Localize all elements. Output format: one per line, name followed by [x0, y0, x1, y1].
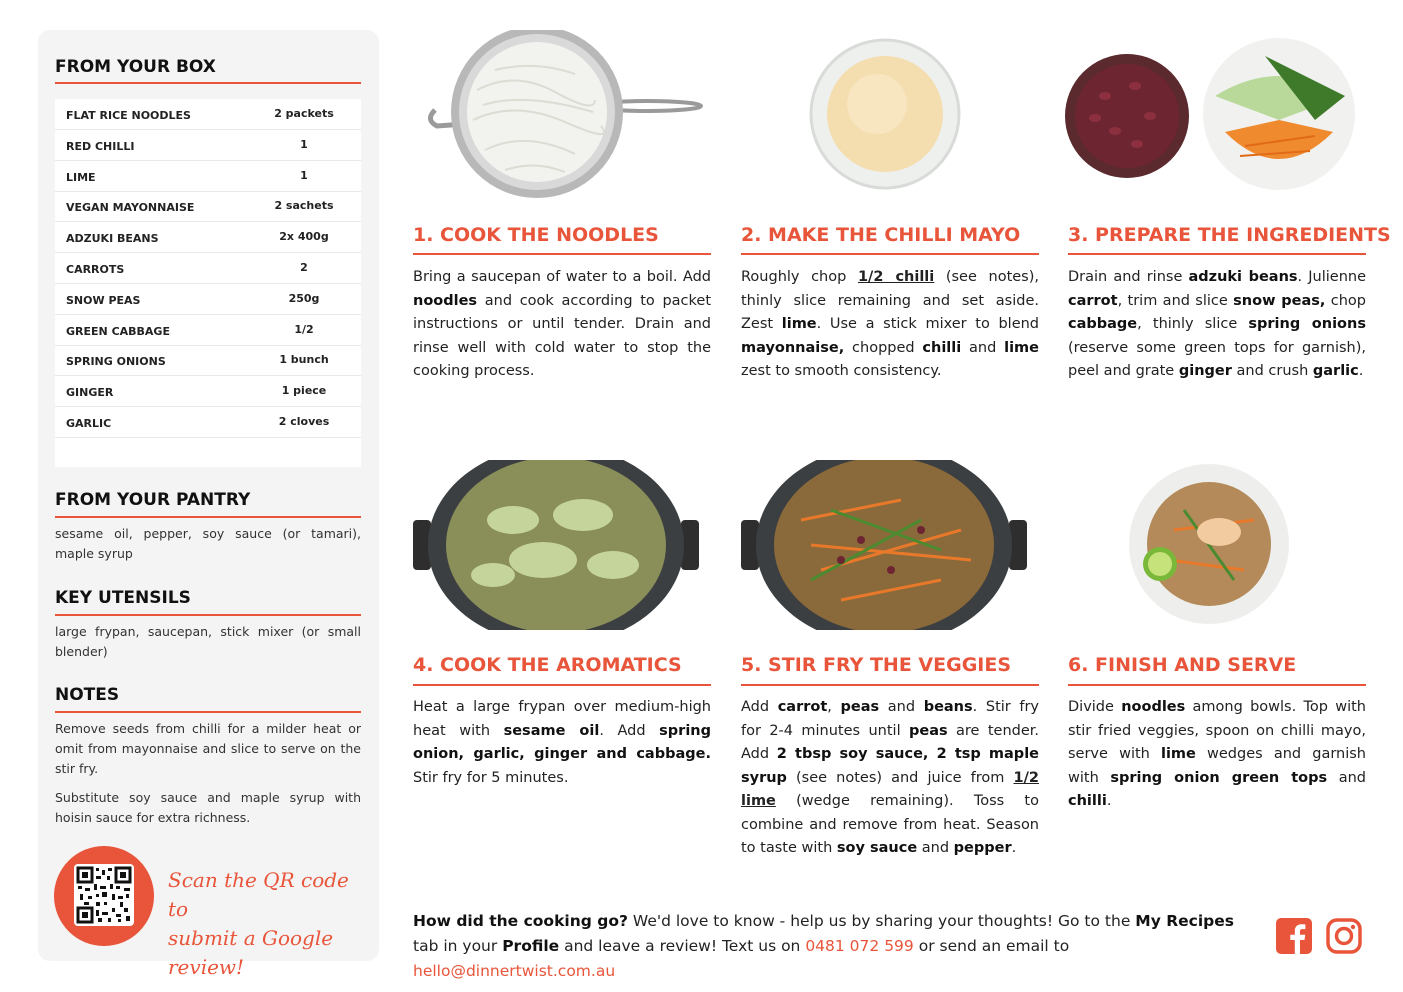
text-segment: .: [1358, 363, 1364, 379]
text-segment: wedges and garnish with: [1068, 746, 1366, 786]
text-segment: pepper: [953, 840, 1012, 856]
step-3-rule: [1068, 253, 1366, 255]
step-6-rule: [1068, 684, 1366, 686]
step-5-rule: [741, 684, 1039, 686]
ingredient-row: [55, 315, 361, 346]
step-1-title: 1. COOK THE NOODLES: [413, 224, 659, 246]
notes-title: NOTES: [55, 685, 120, 705]
text-segment: soy sauce: [836, 840, 918, 856]
text-segment: 2 tbsp soy sauce, 2 tsp maple syrup: [741, 746, 1039, 786]
ingredient-row: [55, 376, 361, 407]
step-4-title: 4. COOK THE AROMATICS: [413, 654, 682, 676]
ingredient-row: [55, 284, 361, 315]
aromatics-frypan-photo: [413, 460, 703, 634]
text-segment: . Stir fry for 2-4 minutes until: [741, 699, 1040, 739]
text-segment: , thinly slice: [1137, 316, 1249, 332]
ingredient-qty: 2: [300, 261, 308, 274]
ingredient-name: FLAT RICE NOODLES: [66, 109, 191, 122]
step-1-text: [413, 266, 711, 384]
ingredient-qty: 2x 400g: [279, 230, 329, 244]
qr-caption-line-1: Scan the QR code to: [168, 868, 349, 921]
review-footer: [413, 909, 1263, 984]
ingredient-name: GARLIC: [66, 417, 112, 430]
ingredient-qty: 1/2: [294, 322, 314, 336]
text-segment: lime: [1160, 746, 1196, 762]
step-2-title: 2. MAKE THE CHILLI MAYO: [741, 224, 1021, 246]
ingredient-qty: 2 packets: [274, 107, 334, 120]
ingredient-row: [55, 130, 361, 161]
ingredient-name: CARROTS: [66, 263, 125, 276]
pantry-title-rule: [55, 516, 361, 518]
text-segment: peas: [908, 722, 948, 739]
text-segment: noodles: [1121, 699, 1186, 715]
text-segment: are tender. Add: [741, 722, 1040, 762]
sidebar: [38, 30, 379, 979]
step-5-text: [741, 696, 1039, 861]
ingredient-qty: 1: [300, 168, 308, 182]
text-segment: spring onion, garlic, ginger and cabbage.: [413, 722, 711, 762]
text-segment: Roughly chop: [741, 269, 858, 285]
text-segment: My Recipes: [1135, 912, 1234, 930]
step-4-rule: [413, 684, 711, 686]
facebook-icon[interactable]: [1276, 918, 1312, 954]
text-segment: (reserve some green tops for garnish), peel and grate: [1068, 339, 1366, 379]
text-segment: .: [1106, 793, 1112, 809]
notes-paragraph-1: Remove seeds from chilli for a milder heat or omit from mayonnaise and slice to serve on the stir fry.: [55, 721, 361, 776]
text-segment: adzuki beans: [1188, 269, 1298, 285]
text-segment: and cook according to packet instructions or until tender. Drain and rinse well with cold water to stop the cooking process.: [413, 292, 711, 379]
ingredient-qty: 1 bunch: [279, 353, 329, 367]
text-segment: carrot: [777, 699, 828, 715]
text-segment: (see notes), thinly slice remaining and set aside. Zest: [741, 269, 1039, 332]
text-segment: . Julienne: [1297, 269, 1366, 285]
text-segment: cabbage: [1068, 316, 1138, 332]
step-2-rule: [741, 253, 1039, 255]
text-segment: Bring a saucepan of water to a boil. Add: [413, 269, 711, 285]
chilli-mayo-bowl-photo: [805, 38, 965, 202]
text-segment: among bowls. Top with stir fried veggies, spoon on chilli mayo, serve with: [1068, 699, 1366, 762]
text-segment: and leave a review! Text us on: [559, 937, 806, 955]
text-segment: 1/2 chilli: [857, 269, 935, 285]
text-segment: Heat a large frypan over medium-high heat with: [413, 699, 711, 739]
contact-link[interactable]: hello@dinnertwist.com.au: [413, 962, 616, 980]
text-segment: 1/2 lime: [741, 769, 1039, 809]
step-6-title: 6. FINISH AND SERVE: [1068, 654, 1297, 676]
text-segment: and: [879, 699, 924, 715]
ingredient-name: RED CHILLI: [66, 139, 135, 153]
ingredient-name: GINGER: [66, 386, 114, 400]
text-segment: garlic: [1312, 363, 1359, 379]
text-segment: and: [961, 339, 1005, 356]
ingredient-qty: 1 piece: [281, 384, 327, 398]
ingredient-row: [55, 161, 361, 192]
step-1-rule: [413, 253, 711, 255]
text-segment: lime: [1004, 339, 1039, 356]
text-segment: Stir fry for 5 minutes.: [413, 769, 569, 786]
step-6-text: [1068, 696, 1366, 814]
text-segment: ginger: [1178, 363, 1232, 379]
text-segment: Add: [741, 699, 778, 715]
ingredients-table: [55, 99, 361, 467]
qr-code-icon[interactable]: [74, 864, 134, 926]
ingredient-qty: 1: [300, 137, 308, 151]
text-segment: beans: [923, 699, 973, 715]
ingredient-qty: 2 sachets: [274, 199, 334, 213]
step-3-text: [1068, 266, 1366, 384]
finished-dish-photo: [1124, 460, 1294, 634]
text-segment: carrot: [1068, 292, 1118, 309]
qr-caption-line-2: submit a Google review!: [168, 926, 334, 979]
text-segment: chilli: [1068, 793, 1107, 809]
ingredient-qty: 2 cloves: [278, 415, 330, 428]
qr-caption: [168, 866, 368, 982]
notes-title-rule: [55, 711, 361, 713]
pantry-title: FROM YOUR PANTRY: [55, 490, 251, 510]
stir-fry-veggies-photo: [741, 460, 1031, 634]
ingredient-name: ADZUKI BEANS: [66, 232, 159, 246]
prepared-ingredients-photo: [1065, 36, 1365, 200]
text-segment: chilli: [922, 339, 962, 356]
text-segment: . Use a stick mixer to blend: [816, 316, 1040, 332]
text-segment: (see notes) and juice from: [786, 769, 1014, 786]
ingredient-row: [55, 407, 361, 438]
box-title-rule: [55, 82, 361, 84]
text-segment: lime: [781, 316, 817, 332]
qr-badge[interactable]: [54, 846, 154, 946]
text-segment: Divide: [1068, 699, 1122, 715]
text-segment: spring onions: [1248, 316, 1366, 332]
utensils-text: large frypan, saucepan, stick mixer (or small blender): [55, 624, 361, 659]
step-4-text: [413, 696, 711, 790]
ingredient-name: LIME: [66, 170, 96, 184]
ingredient-name: SNOW PEAS: [66, 293, 141, 307]
step-2-text: [741, 266, 1039, 384]
text-segment: noodles: [413, 292, 478, 309]
ingredient-row: [55, 191, 361, 222]
text-segment: .: [1011, 840, 1017, 856]
ingredient-row: [55, 253, 361, 284]
ingredient-name: SPRING ONIONS: [66, 355, 166, 369]
notes-paragraph-2: Substitute soy sauce and maple syrup with hoisin sauce for extra richness.: [55, 790, 361, 825]
text-segment: chopped: [844, 339, 923, 356]
instagram-icon[interactable]: [1326, 918, 1362, 954]
text-segment: chop: [1325, 292, 1366, 309]
step-5-title: 5. STIR FRY THE VEGGIES: [741, 654, 1012, 676]
text-segment: and: [917, 840, 954, 856]
text-segment: snow peas,: [1233, 292, 1326, 309]
box-title: FROM YOUR BOX: [55, 57, 216, 77]
text-segment: We'd love to know - help us by sharing your thoughts! Go to the: [627, 912, 1136, 930]
text-segment: . Add: [599, 722, 660, 739]
text-segment: zest to smooth consistency.: [741, 363, 942, 379]
text-segment: (wedge remaining). Toss to combine and remove from heat. Season to taste with: [741, 793, 1039, 856]
ingredient-row: [55, 222, 361, 253]
text-segment: peas: [840, 699, 880, 715]
text-segment: mayonnaise,: [741, 339, 845, 356]
ingredient-qty: 250g: [288, 291, 320, 305]
pantry-text: sesame oil, pepper, soy sauce (or tamari), maple syrup: [55, 526, 361, 561]
ingredient-row: [55, 99, 361, 130]
text-segment: and: [1327, 769, 1367, 786]
contact-link[interactable]: 0481 072 599: [805, 937, 914, 955]
noodles-colander-photo: [425, 30, 705, 204]
text-segment: tab in your: [413, 937, 503, 955]
text-segment: How did the cooking go?: [413, 912, 628, 930]
text-segment: and crush: [1231, 363, 1313, 379]
text-segment: Profile: [502, 937, 560, 955]
step-3-title: 3. PREPARE THE INGREDIENTS: [1068, 224, 1391, 246]
utensils-title: KEY UTENSILS: [55, 588, 191, 608]
ingredient-row: [55, 345, 361, 376]
utensils-title-rule: [55, 614, 361, 616]
ingredient-name: VEGAN MAYONNAISE: [66, 201, 195, 215]
ingredient-name: GREEN CABBAGE: [66, 324, 170, 338]
text-segment: or send an email to: [913, 937, 1070, 955]
text-segment: Drain and rinse: [1068, 269, 1189, 285]
text-segment: , trim and slice: [1117, 292, 1234, 309]
text-segment: sesame oil: [503, 722, 600, 739]
text-segment: ,: [827, 699, 841, 715]
text-segment: spring onion green tops: [1110, 769, 1328, 786]
